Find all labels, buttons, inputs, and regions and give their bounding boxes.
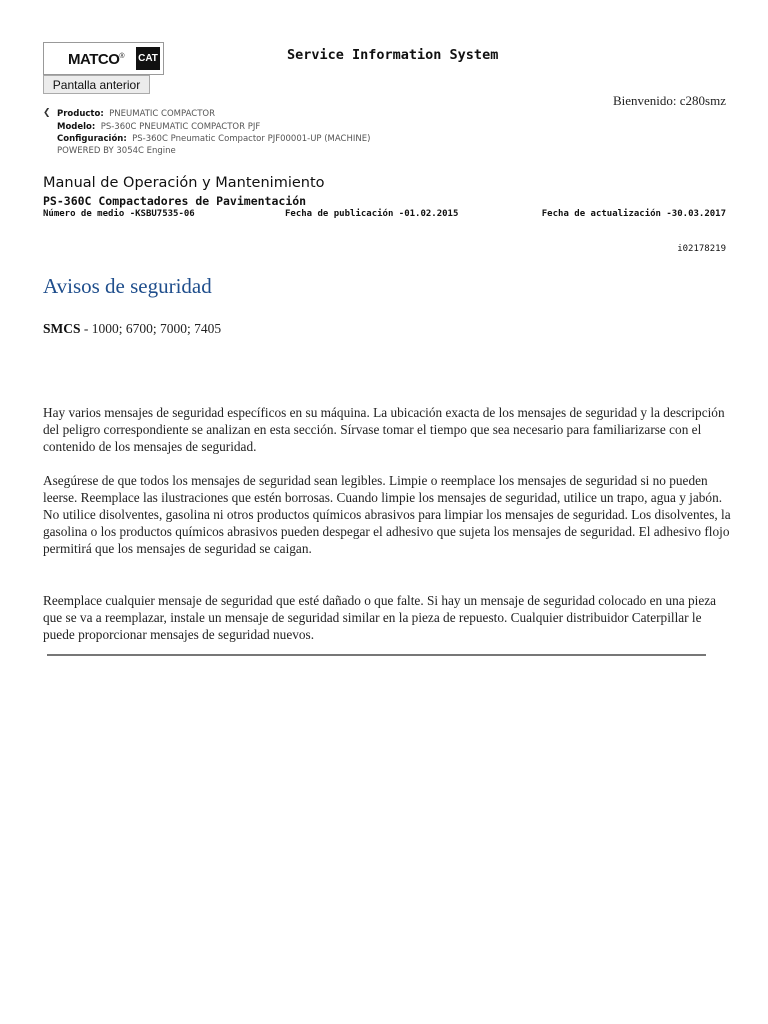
model-line: Modelo: PS-360C PNEUMATIC COMPACTOR PJF <box>57 122 261 132</box>
update-date: Fecha de actualización -30.03.2017 <box>541 209 726 219</box>
system-title: Service Information System <box>287 47 499 63</box>
paragraph-2: Asegúrese de que todos los mensajes de seguridad sean legibles. Limpie o reemplace los mensajes de seguridad si no pueden leerse. Reemplace las ilustraciones que estén borrosas. Cuando limpie los mensajes de seguridad, utilice un trapo, agua y jabón. No utilice disolventes, gasolina ni otros productos químicos abrasivos para limpiar los mensajes de seguridad. Los disolventes, la gasolina o los productos químicos abrasivos pueden despegar el adhesivo que sujeta los mensajes de seguridad. El adhesivo flojo permitirá que los mensajes de seguridad se caigan. <box>43 473 731 556</box>
page-title: Avisos de seguridad <box>43 274 212 298</box>
paragraph-1: Hay varios mensajes de seguridad específicos en su máquina. La ubicación exacta de los mensajes de seguridad y la descripción del peligro correspondiente se analizan en esta sección. Sírvase tomar el tiempo que sea necesario para familiarizarse con el contenido de los mensajes de seguridad. <box>43 405 725 454</box>
paragraph-3: Reemplace cualquier mensaje de seguridad que esté dañado o que falte. Si hay un mensaje de seguridad colocado en una pieza que se va a reemplazar, instale un mensaje de seguridad similar en la pieza de repuesto. Cualquier distribuidor Caterpillar le puede proporcionar mensajes de seguridad nuevos. <box>43 593 717 642</box>
manual-title: Manual de Operación y Mantenimiento <box>43 175 325 191</box>
manual-subtitle: PS-360C Compactadores de Pavimentación <box>43 194 307 208</box>
smcs-codes: SMCS - 1000; 6700; 7000; 7405 <box>43 321 222 336</box>
product-line: Producto: PNEUMATIC COMPACTOR <box>57 109 215 119</box>
matco-logo: MATCO® <box>68 51 125 68</box>
configuration-line: Configuración: PS-360C Pneumatic Compactor PJF00001-UP (MACHINE) <box>57 134 371 144</box>
matco-cat-logo <box>43 42 164 75</box>
welcome-text: Bienvenido: c280smz <box>612 93 726 108</box>
divider <box>47 654 706 656</box>
publication-date: Fecha de publicación -01.02.2015 <box>285 209 459 219</box>
media-number: Número de medio -KSBU7535-06 <box>43 209 195 219</box>
previous-screen-button[interactable]: Pantalla anterior <box>43 75 150 94</box>
chevron-left-icon[interactable]: ❮ <box>43 108 51 118</box>
engine-line: POWERED BY 3054C Engine <box>57 146 176 156</box>
cat-logo: CAT <box>136 47 160 70</box>
document-id: i02178219 <box>677 244 726 254</box>
publication-info-row <box>43 209 726 223</box>
